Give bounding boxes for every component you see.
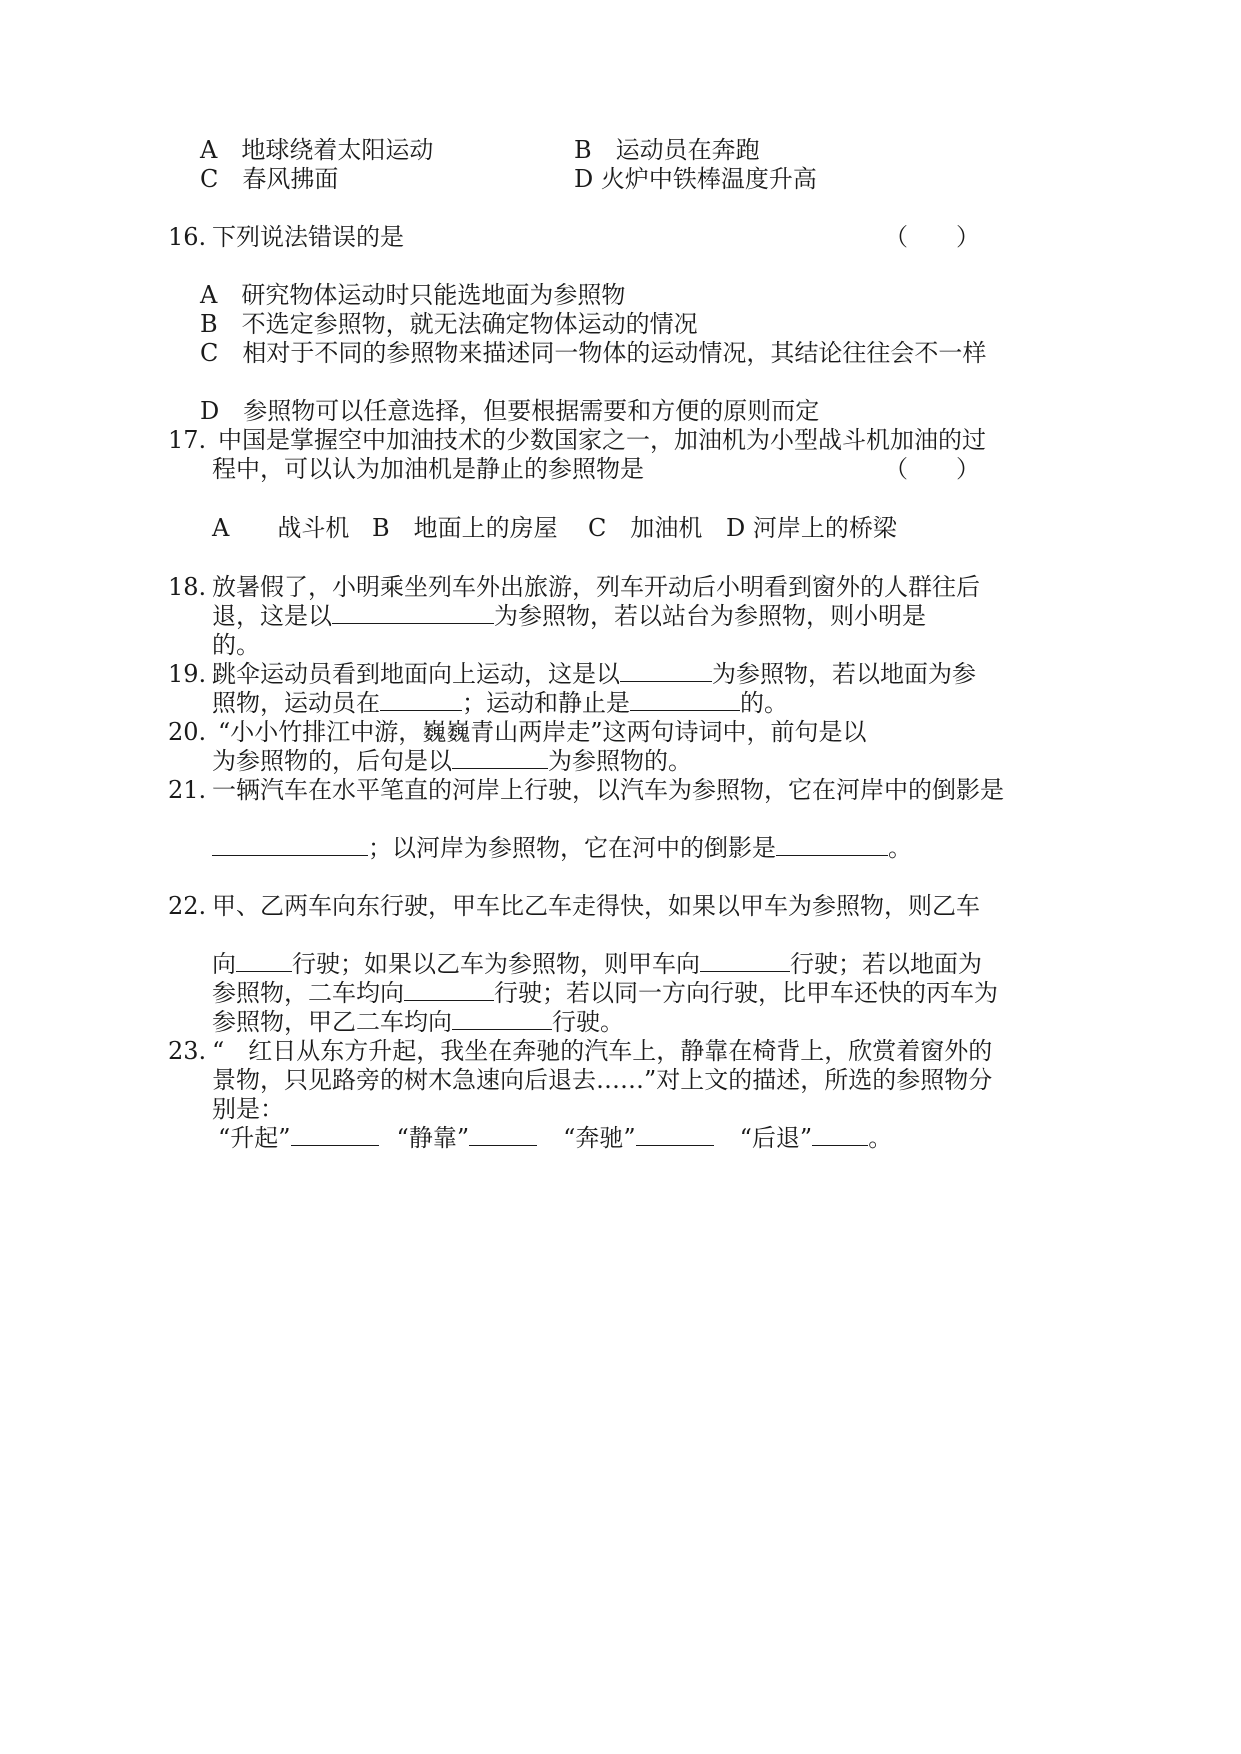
- question-number: 21.: [168, 776, 207, 804]
- question-number: 23.: [168, 1037, 207, 1065]
- q19-line1: [168, 659, 976, 689]
- q23-line1-text: “ 红日从东方升起，我坐在奔驰的汽车上，静靠在椅背上，欣赏着窗外的: [212, 1037, 993, 1065]
- q23-line2: 景物，只见路旁的树木急速向后退去……”对上文的描述，所选的参照物分: [212, 1066, 993, 1094]
- q20-line1-text: “小小竹排江中游，巍巍青山两岸走”这两句诗词中，前句是以: [218, 718, 867, 746]
- q21-line1: [168, 775, 1004, 805]
- q19-line1-post: 为参照物，若以地面为参: [712, 660, 976, 688]
- q23-blank-1[interactable]: [291, 1123, 379, 1146]
- q16-option-b: B 不选定参照物，就无法确定物体运动的情况: [200, 310, 698, 338]
- q22-line4-post: 行驶。: [552, 1008, 624, 1036]
- q20-line2: [212, 746, 692, 776]
- q20-line1: [168, 717, 867, 747]
- q19-blank-3[interactable]: [630, 688, 740, 711]
- q22-line2: [212, 949, 982, 979]
- q23-label-3: “奔驰”: [563, 1124, 636, 1152]
- q23-line3: 别是：: [212, 1095, 284, 1123]
- q19-line2-pre: 照物，运动员在: [212, 689, 380, 717]
- q22-blank-1[interactable]: [236, 949, 292, 972]
- q16-stem-text: 下列说法错误的是: [212, 223, 404, 251]
- q17-line1: [168, 425, 986, 455]
- q21-line2-post: 。: [888, 834, 912, 862]
- q19-line2: [212, 688, 788, 718]
- q22-line2-pre: 向: [212, 950, 236, 978]
- q16-option-c: C 相对于不同的参照物来描述同一物体的运动情况，其结论往往会不一样: [200, 339, 987, 367]
- q16-option-d: D 参照物可以任意选择，但要根据需要和方便的原则而定: [200, 397, 820, 425]
- q22-line3-pre: 参照物，二车均向: [212, 979, 404, 1007]
- q15-option-d: D 火炉中铁棒温度升高: [574, 165, 817, 193]
- q22-line4-pre: 参照物，甲乙二车均向: [212, 1008, 452, 1036]
- q21-line2-mid: ；以河岸为参照物，它在河中的倒影是: [368, 834, 776, 862]
- q21-line2: [212, 833, 912, 863]
- q16-answer-paren: （ ）: [884, 223, 980, 251]
- q17-line1-text: 中国是掌握空中加油技术的少数国家之一，加油机为小型战斗机加油的过: [218, 426, 986, 454]
- q18-line1: [168, 572, 980, 602]
- q23-end: 。: [868, 1124, 893, 1152]
- q20-line2-pre: 为参照物的，后句是以: [212, 747, 452, 775]
- question-number: 19.: [168, 660, 207, 688]
- q15-option-b: B 运动员在奔跑: [574, 136, 760, 164]
- q22-line3-post: 行驶；若以同一方向行驶，比甲车还快的丙车为: [494, 979, 998, 1007]
- q23-blank-2[interactable]: [469, 1123, 537, 1146]
- q18-blank-1[interactable]: [332, 601, 494, 624]
- q21-line1-text: 一辆汽车在水平笔直的河岸上行驶，以汽车为参照物，它在河岸中的倒影是: [212, 776, 1004, 804]
- q23-line1: [168, 1036, 992, 1066]
- q17-option-d: D 河岸上的桥梁: [726, 514, 897, 542]
- q16-stem: [168, 222, 404, 252]
- q15-option-c: C 春风拂面: [200, 165, 339, 193]
- q17-option-a: A 战斗机: [212, 514, 350, 542]
- q17-option-b: B 地面上的房屋: [372, 514, 558, 542]
- q19-blank-2[interactable]: [380, 688, 462, 711]
- q19-line2-post: 的。: [740, 689, 788, 717]
- q23-label-4: “后退”: [739, 1124, 813, 1152]
- q18-line3: 的。: [212, 631, 260, 659]
- q18-line2-post: 为参照物，若以站台为参照物，则小明是: [494, 602, 926, 630]
- q22-line1: [168, 891, 980, 921]
- question-number: 18.: [168, 573, 207, 601]
- q23-blank-3[interactable]: [636, 1123, 714, 1146]
- q23-label-1: “升起”: [218, 1124, 291, 1152]
- q19-line1-pre: 跳伞运动员看到地面向上运动，这是以: [212, 660, 620, 688]
- q17-line2: 程中，可以认为加油机是静止的参照物是: [212, 455, 644, 483]
- q22-blank-2[interactable]: [700, 949, 790, 972]
- q21-blank-1[interactable]: [212, 833, 368, 856]
- q20-line2-post: 为参照物的。: [548, 747, 692, 775]
- question-number: 16.: [168, 223, 207, 251]
- q23-blank-4[interactable]: [812, 1123, 868, 1146]
- q22-line3: [212, 978, 998, 1008]
- q22-blank-3[interactable]: [404, 978, 494, 1001]
- q18-line1-text: 放暑假了，小明乘坐列车外出旅游，列车开动后小明看到窗外的人群往后: [212, 573, 980, 601]
- q15-option-a: A 地球绕着太阳运动: [200, 136, 434, 164]
- q17-answer-paren: （ ）: [884, 455, 980, 483]
- q19-line2-mid: ；运动和静止是: [462, 689, 630, 717]
- q22-line1-text: 甲、乙两车向东行驶，甲车比乙车走得快，如果以甲车为参照物，则乙车: [212, 892, 980, 920]
- q22-line2-post: 行驶；若以地面为: [790, 950, 982, 978]
- question-number: 17.: [168, 426, 207, 454]
- q17-options: [212, 513, 897, 543]
- q23-line4: [218, 1123, 892, 1153]
- q22-blank-4[interactable]: [452, 1007, 552, 1030]
- question-number: 20.: [168, 718, 207, 746]
- question-number: 22.: [168, 892, 207, 920]
- q22-line4: [212, 1007, 624, 1037]
- q23-label-2: “静靠”: [396, 1124, 470, 1152]
- q17-option-c: C 加油机: [588, 514, 703, 542]
- q16-option-a: A 研究物体运动时只能选地面为参照物: [200, 281, 626, 309]
- q20-blank-1[interactable]: [452, 746, 548, 769]
- q19-blank-1[interactable]: [620, 659, 712, 682]
- q18-line2: [212, 601, 926, 631]
- q18-line2-pre: 退，这是以: [212, 602, 332, 630]
- q22-line2-mid: 行驶；如果以乙车为参照物，则甲车向: [292, 950, 700, 978]
- q21-blank-2[interactable]: [776, 833, 888, 856]
